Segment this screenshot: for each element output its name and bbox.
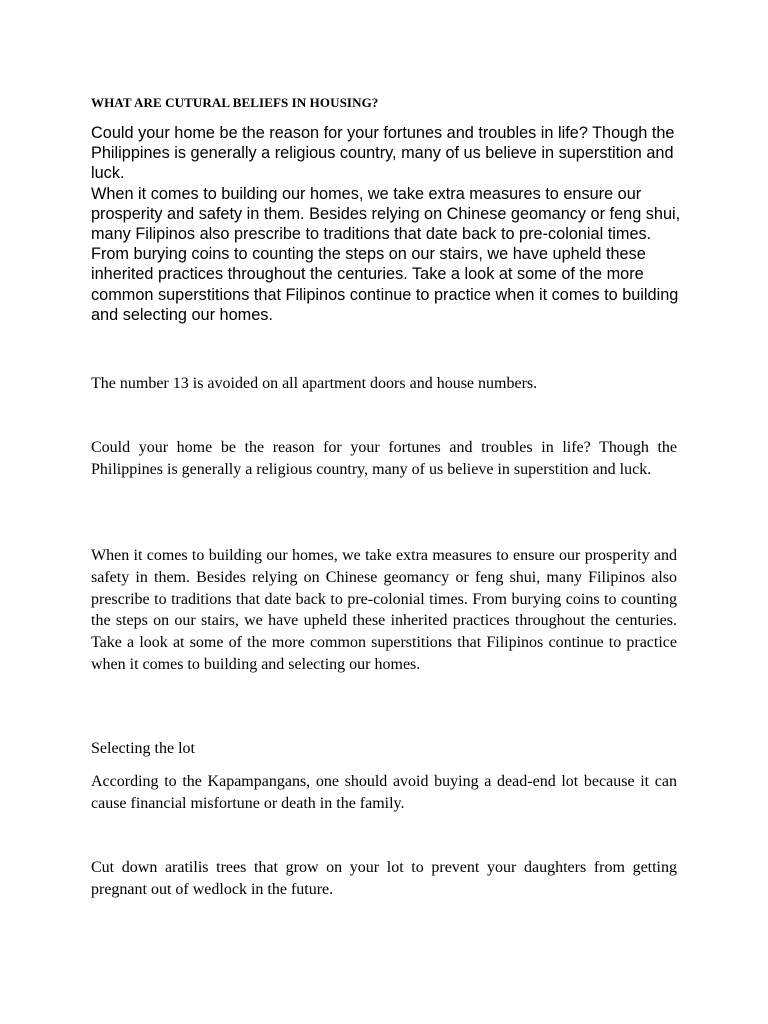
dead-end-lot-paragraph: According to the Kapampangans, one should avoid buying a dead-end lot because it can cause financial misfortune or death in the family. <box>91 773 677 812</box>
intro-paragraph-fortunes: Could your home be the reason for your fortunes and troubles in life? Though the Philippines is generally a religious country, many of us believe in superstition and luck. <box>91 124 675 183</box>
fortunes-paragraph: Could your home be the reason for your fortunes and troubles in life? Though the Philippines is generally a religious country, many of us believe in superstition and luck. <box>91 439 677 478</box>
intro-paragraph-building: When it comes to building our homes, we take extra measures to ensure our prosperity and safety in them. Besides relying on Chinese geomancy or feng shui, many Filipinos also prescribe to traditions that date back to pre-colonial times. From burying coins to counting the steps on our stairs, we have upheld these inherited practices throughout the centuries. Take a look at some of the more common superstitions that Filipinos continue to practice when it comes to building and selecting our homes. <box>91 184 681 324</box>
intro-block <box>91 123 691 325</box>
section-heading-selecting-lot: Selecting the lot <box>91 740 195 757</box>
building-homes-paragraph: When it comes to building our homes, we take extra measures to ensure our prosperity and safety in them. Besides relying on Chinese geomancy or feng shui, many Filipinos also prescribe to traditions that date back to pre-colonial times. From burying coins to counting the steps on our stairs, we have upheld these inherited practices throughout the centuries. Take a look at some of the more common superstitions that Filipinos continue to practice when it comes to building and selecting our homes. <box>91 547 677 673</box>
number-13-paragraph: The number 13 is avoided on all apartment doors and house numbers. <box>91 375 538 392</box>
document-title: WHAT ARE CUTURAL BELIEFS IN HOUSING? <box>91 95 379 110</box>
aratilis-paragraph: Cut down aratilis trees that grow on your lot to prevent your daughters from getting pregnant out of wedlock in the future. <box>91 859 677 898</box>
